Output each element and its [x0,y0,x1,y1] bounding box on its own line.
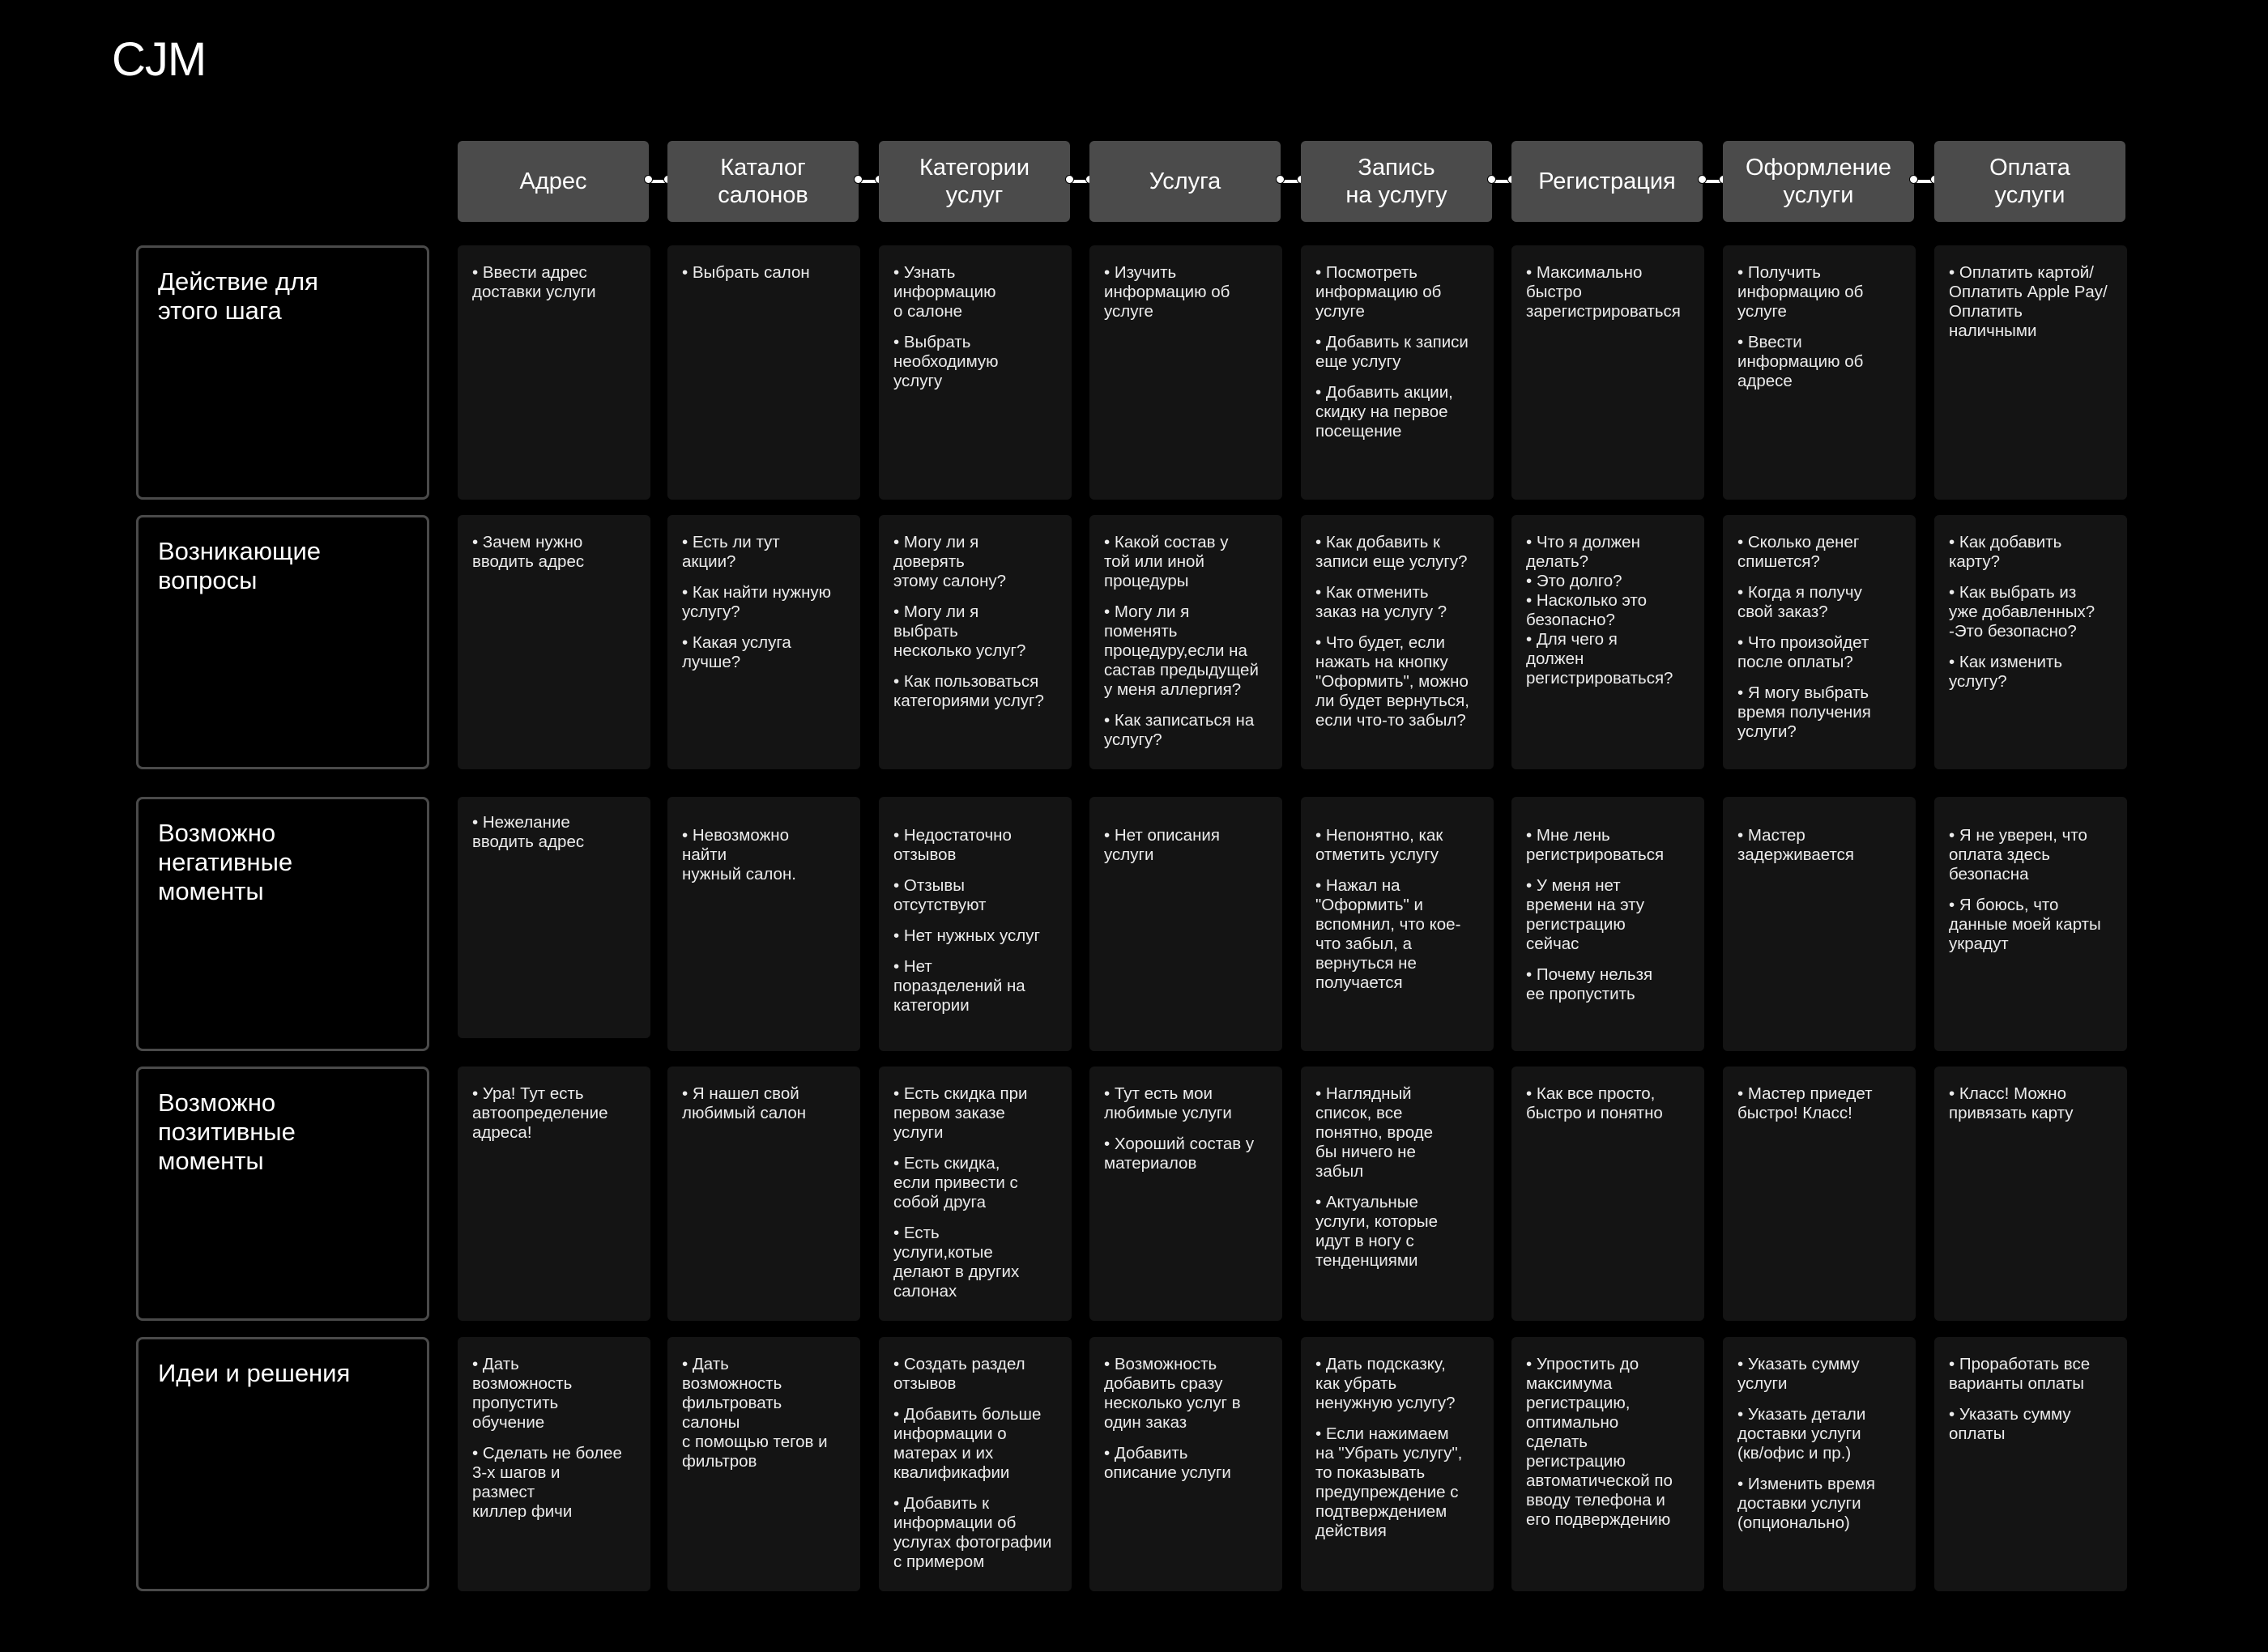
cell-item: • Изменить время доставки услуги (опционально) [1737,1475,1875,1532]
step-connector [1279,180,1302,183]
cjm-cell [1934,515,2127,769]
cell-item: • Нежелание вводить адрес [472,813,585,851]
page-title: CJM [112,33,207,86]
cell-item: • Нажал на "Оформить" и вспомнил, что кое- что забыл, а вернуться не получается [1315,876,1461,992]
cell-item: • Как найти нужную услугу? [682,583,832,621]
cell-item: • Добавить акции, скидку на первое посещение [1315,383,1453,441]
cell-item: • Проработать все варианты оплаты [1949,1355,2091,1393]
cell-item: • Максимально быстро зарегистрироваться [1526,263,1681,321]
cell-item: • Насколько это безопасно? [1526,591,1647,629]
cell-item: • Что будет, если нажать на кнопку "Оформить", можно ли будет вернуться, если что-то забыл? [1315,633,1469,730]
row-label: Возникающие вопросы [136,515,429,769]
cjm-cell [1511,1337,1704,1591]
cell-item: • Как отменить заказ на услугу ? [1315,583,1447,621]
row-label: Действие для этого шага [136,245,429,500]
cell-item: • Как выбрать из уже добавленных? -Это безопасно? [1949,583,2095,641]
cjm-cell [1301,515,1494,769]
cell-item: • Сделать не более 3-х шагов и размест киллер фичи [472,1444,622,1521]
cell-item: • Дать возможность фильтровать салоны с помощью тегов и фильтров [682,1355,828,1471]
cell-item: • Как изменить услугу? [1949,653,2063,691]
cjm-cell [1934,1067,2127,1321]
cell-item: • Ввести адрес доставки услуги [472,263,596,301]
cell-item: • Ввести информацию об адресе [1737,333,1864,390]
step-header: Адрес [458,141,649,222]
cell-item: • Ура! Тут есть автоопределение адреса! [472,1084,608,1142]
cell-item: • Посмотреть информацию об услуге [1315,263,1442,321]
cjm-cell [667,797,860,1051]
step-header: Категории услуг [879,141,1070,222]
row-label: Возможно позитивные моменты [136,1067,429,1321]
cell-item: • Создать раздел отзывов [893,1355,1025,1393]
step-header: Запись на услугу [1301,141,1492,222]
cell-item: • Сколько денег спишется? [1737,533,1860,571]
cell-item: • Могу ли я доверять этому салону? [893,533,1007,590]
step-header: Услуга [1089,141,1281,222]
cell-item: • Наглядный список, все понятно, вроде бы ничего не забыл [1315,1084,1434,1181]
step-connector [1912,180,1936,183]
cjm-cell [667,1337,860,1591]
row-label: Возможно негативные моменты [136,797,429,1051]
cjm-cell [667,515,860,769]
cjm-cell [458,1337,650,1591]
step-header: Оплата услуги [1934,141,2125,222]
cjm-cell [1511,1067,1704,1321]
cell-item: • Есть услуги,котые делают в других салонах [893,1224,1020,1301]
cell-item: • Для чего я должен регистрироваться? [1526,630,1673,688]
cjm-cell [1089,245,1282,500]
cell-item: • Зачем нужно вводить адрес [472,533,585,571]
cell-item: • Какая услуга лучше? [682,633,791,671]
cell-item: • Указать сумму услуги [1737,1355,1860,1393]
cell-item: • Нет поразделений на категории [893,957,1025,1015]
cjm-cell [1723,797,1916,1051]
cell-item: • Возможность добавить сразу несколько услуг в один заказ [1104,1355,1241,1432]
cjm-cell [879,245,1072,500]
cjm-cell [1511,245,1704,500]
step-connector [647,180,669,183]
cjm-cell [667,1067,860,1321]
cjm-cell [1723,1067,1916,1321]
cell-item: • Добавить описание услуги [1104,1444,1231,1482]
cell-item: • Когда я получу свой заказ? [1737,583,1862,621]
cell-item: • Выбрать салон [682,263,810,282]
cell-item: • Как записаться на услугу? [1104,711,1255,749]
cell-item: • Могу ли я выбрать несколько услуг? [893,602,1026,660]
cell-item: • Нет нужных услуг [893,926,1040,945]
cell-item: • Как все просто, быстро и понятно [1526,1084,1663,1122]
cell-item: • Я не уверен, что оплата здесь безопасна [1949,826,2087,883]
cell-item: • Отзывы отсутствуют [893,876,987,914]
cell-item: • Я боюсь, что данные моей карты украдут [1949,896,2101,953]
cell-item: • Добавить к записи еще услугу [1315,333,1469,371]
cell-item: • Почему нельзя ее пропустить [1526,965,1653,1003]
cell-item: • Мне лень регистрироваться [1526,826,1665,864]
cjm-cell [879,1067,1072,1321]
cjm-cell [1723,515,1916,769]
cell-item: • Какой состав у той или иной процедуры [1104,533,1229,590]
cell-item: • Это долго? [1526,572,1622,590]
cell-item: • Если нажимаем на "Убрать услугу", то показывать предупреждение с подтверждением действия [1315,1424,1463,1540]
step-header: Каталог салонов [667,141,859,222]
step-connector [1490,180,1513,183]
cell-item: • Непонятно, как отметить услугу [1315,826,1443,864]
cjm-cell [458,515,650,769]
cjm-cell [1511,515,1704,769]
step-header: Регистрация [1511,141,1703,222]
cell-item: • Мастер задерживается [1737,826,1855,864]
cell-item: • Я могу выбрать время получения услуги? [1737,683,1871,741]
cell-item: • Выбрать необходимую услугу [893,333,999,390]
cjm-cell [458,797,650,1038]
cell-item: • Дать возможность пропустить обучение [472,1355,573,1432]
cjm-cell [1934,245,2127,500]
cjm-cell [1511,797,1704,1051]
cell-item: • Указать детали доставки услуги (кв/офис и пр.) [1737,1405,1866,1463]
cell-item: • Добавить к информации об услугах фотографии с примером [893,1494,1052,1571]
cjm-cell [1089,515,1282,769]
cjm-cell [458,245,650,500]
cjm-cell [458,1067,650,1321]
cell-item: • У меня нет времени на эту регистрацию сейчас [1526,876,1644,953]
cjm-cell [1934,1337,2127,1591]
cell-item: • Что я должен делать? [1526,533,1640,571]
cjm-cell [1089,1337,1282,1591]
cell-item: • Узнать информацию о салоне [893,263,996,321]
step-connector [857,180,880,183]
cell-item: • Есть скидка при первом заказе услуги [893,1084,1028,1142]
cell-item: • Невозможно найти нужный салон. [682,826,796,883]
cell-item: • Есть скидка, если привести с собой друга [893,1154,1018,1211]
cell-item: • Что произойдет после оплаты? [1737,633,1869,671]
step-connector [1068,180,1091,183]
cjm-cell [1089,1067,1282,1321]
cell-item: • Как добавить карту? [1949,533,2062,571]
cell-item: • Недостаточно отзывов [893,826,1012,864]
cell-item: • Изучить информацию об услуге [1104,263,1230,321]
cell-item: • Мастер приедет быстро! Класс! [1737,1084,1873,1122]
cell-item: • Нет описания услуги [1104,826,1220,864]
cell-item: • Дать подсказку, как убрать ненужную услугу? [1315,1355,1456,1412]
step-header: Оформление услуги [1723,141,1914,222]
cell-item: • Актуальные услуги, которые идут в ногу с тенденциями [1315,1193,1439,1270]
cell-item: • Как пользоваться категориями услуг? [893,672,1044,710]
cjm-cell [1301,1067,1494,1321]
cell-item: • Я нашел свой любимый салон [682,1084,807,1122]
cell-item: • Оплатить картой/ Оплатить Apple Pay/ Оплатить наличными [1949,263,2108,340]
cell-item: • Указать сумму оплаты [1949,1405,2071,1443]
step-connector [1701,180,1724,183]
cjm-cell [879,1337,1072,1591]
cjm-cell [667,245,860,500]
cjm-cell [1723,245,1916,500]
cjm-cell [1301,245,1494,500]
cjm-cell [1089,797,1282,1051]
cjm-cell [879,797,1072,1051]
cell-item: • Как добавить к записи еще услугу? [1315,533,1468,571]
cell-item: • Класс! Можно привязать карту [1949,1084,2074,1122]
cjm-cell [1301,797,1494,1051]
cell-item: • Получить информацию об услуге [1737,263,1864,321]
cjm-cell [1301,1337,1494,1591]
cell-item: • Добавить больше информации о матерах и их квалификафии [893,1405,1042,1482]
cell-item: • Могу ли я поменять процедуру,если на састав предыдущей у меня аллергия? [1104,602,1259,699]
cell-item: • Упростить до максимума регистрацию, оптимально сделать регистрацию автоматической по вводу телефона и его подверждению [1526,1355,1673,1529]
cjm-cell [1934,797,2127,1051]
row-label: Идеи и решения [136,1337,429,1591]
cell-item: • Хороший состав у материалов [1104,1135,1255,1173]
cell-item: • Тут есть мои любимые услуги [1104,1084,1232,1122]
cjm-cell [1723,1337,1916,1591]
cell-item: • Есть ли тут акции? [682,533,780,571]
cjm-cell [879,515,1072,769]
